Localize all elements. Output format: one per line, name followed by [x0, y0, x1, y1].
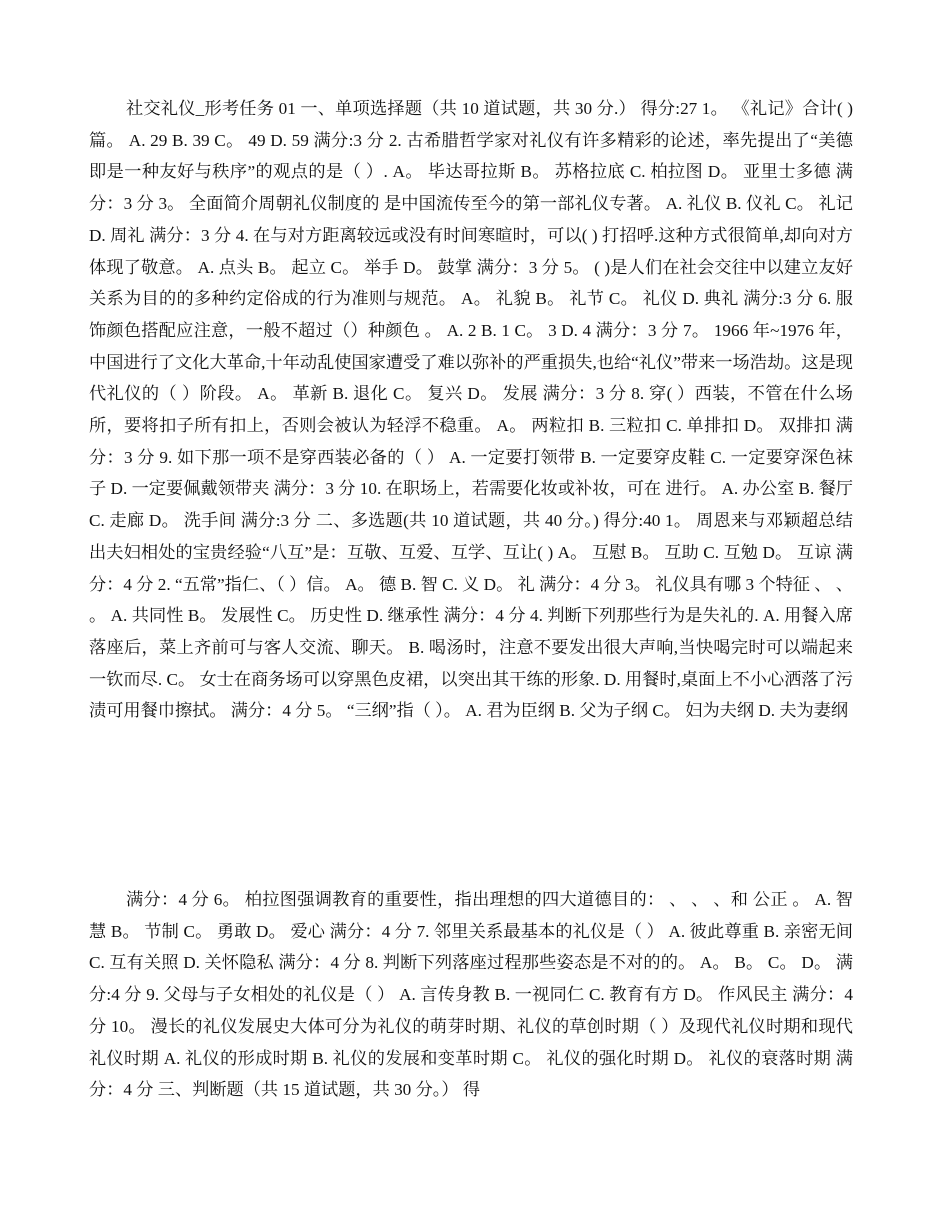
body-paragraph-2: 满分：4 分 6。 柏拉图强调教育的重要性，指出理想的四大道德目的： 、 、 、和 公正 。 A. 智慧 B。 节制 C。 勇敢 D。 爱心 满分：4 分 7. 邻里关系最基本的礼仪是（ ） A. 彼此尊重 B. 亲密无间 C. 互有关照 D. 关怀隐私 满分：4 分 8. 判断下列落座过程那些姿态是不对的的。 A。 B。 C。 D。 满分:4 分 9. 父母与子女相处的礼仪是（ ） A. 言传身教 B. 一视同仁 C. 教育有方 D。 作风民主 满分：4 分 10。 漫长的礼仪发展史大体可分为礼仪的萌芽时期、礼仪的草创时期（ ）及现代礼仪时期和现代礼仪时期 A. 礼仪的形成时期 B. 礼仪的发展和变革时期 C。 礼仪的强化时期 D。 礼仪的衰落时期 满分：4 分 三、判断题（共 15 道试题，共 30 分。） 得 [89, 890, 853, 1100]
body-paragraph-1: 社交礼仪_形考任务 01 一、单项选择题（共 10 道试题，共 30 分.） 得分:27 1。 《礼记》合计( )篇。 A. 29 B. 39 C。 49 D. 59 满分:3 分 2. 古希腊哲学家对礼仪有许多精彩的论述，率先提出了“美德即是一种友好与秩序”的观点的是（ ）. A。 毕达哥拉斯 B。 苏格拉底 C. 柏拉图 D。 亚里士多德 满分：3 分 3。 全面简介周朝礼仪制度的 是中国流传至今的第一部礼仪专著。 A. 礼仪 B. 仪礼 C。 礼记 D. 周礼 满分：3 分 4. 在与对方距离较远或没有时间寒暄时，可以( ) 打招呼.这种方式很简单,却向对方体现了敬意。 A. 点头 B。 起立 C。 举手 D。 鼓掌 满分：3 分 5。 ( )是人们在社会交往中以建立友好关系为目的的多种约定俗成的行为准则与规范。 A。 礼貌 B。 礼节 C。 礼仪 D. 典礼 满分:3 分 6. 服饰颜色搭配应注意，一般不超过（）种颜色 。 A. 2 B. 1 C。 3 D. 4 满分：3 分 7。 1966 年~1976 年，中国进行了文化大革命,十年动乱使国家遭受了难以弥补的严重损失,也给“礼仪”带来一场浩劫。这是现代礼仪的（ ）阶段。 A。 革新 B. 退化 C。 复兴 D。 发展 满分：3 分 8. 穿( ）西装，不管在什么场所，要将扣子所有扣上，否则会被认为轻浮不稳重。 A。 两粒扣 B. 三粒扣 C. 单排扣 D。 双排扣 满分：3 分 9. 如下那一项不是穿西装必备的（ ） A. 一定要打领带 B. 一定要穿皮鞋 C. 一定要穿深色袜子 D. 一定要佩戴领带夹 满分：3 分 10. 在职场上，若需要化妆或补妆，可在 进行。 A. 办公室 B. 餐厅 C. 走廊 D。 洗手间 满分:3 分 二、多选题(共 10 道试题，共 40 分。) 得分:40 1。 周恩来与邓颖超总结出夫妇相处的宝贵经验“八互”是：互敬、互爱、互学、互让( ) A。 互慰 B。 互助 C. 互勉 D。 互谅 满分：4 分 2. “五常”指仁、（ ）信。 A。 德 B. 智 C. 义 D。 礼 满分：4 分 3。 礼仪具有哪 3 个特征 、 、 。 A. 共同性 B。 发展性 C。 历史性 D. 继承性 满分：4 分 4. 判断下列那些行为是失礼的. A. 用餐入席落座后，菜上齐前可与客人交流、聊天。 B. 喝汤时，注意不要发出很大声响,当快喝完时可以端起来一钦而尽. C。 女士在商务场可以穿黑色皮裙，以突出其干练的形象. D. 用餐时,桌面上不小心洒落了污渍可用餐巾擦拭。 满分：4 分 5。 “三纲”指（ ）。 A. 君为臣纲 B. 父为子纲 C。 妇为夫纲 D. 夫为妻纲 [89, 99, 853, 721]
